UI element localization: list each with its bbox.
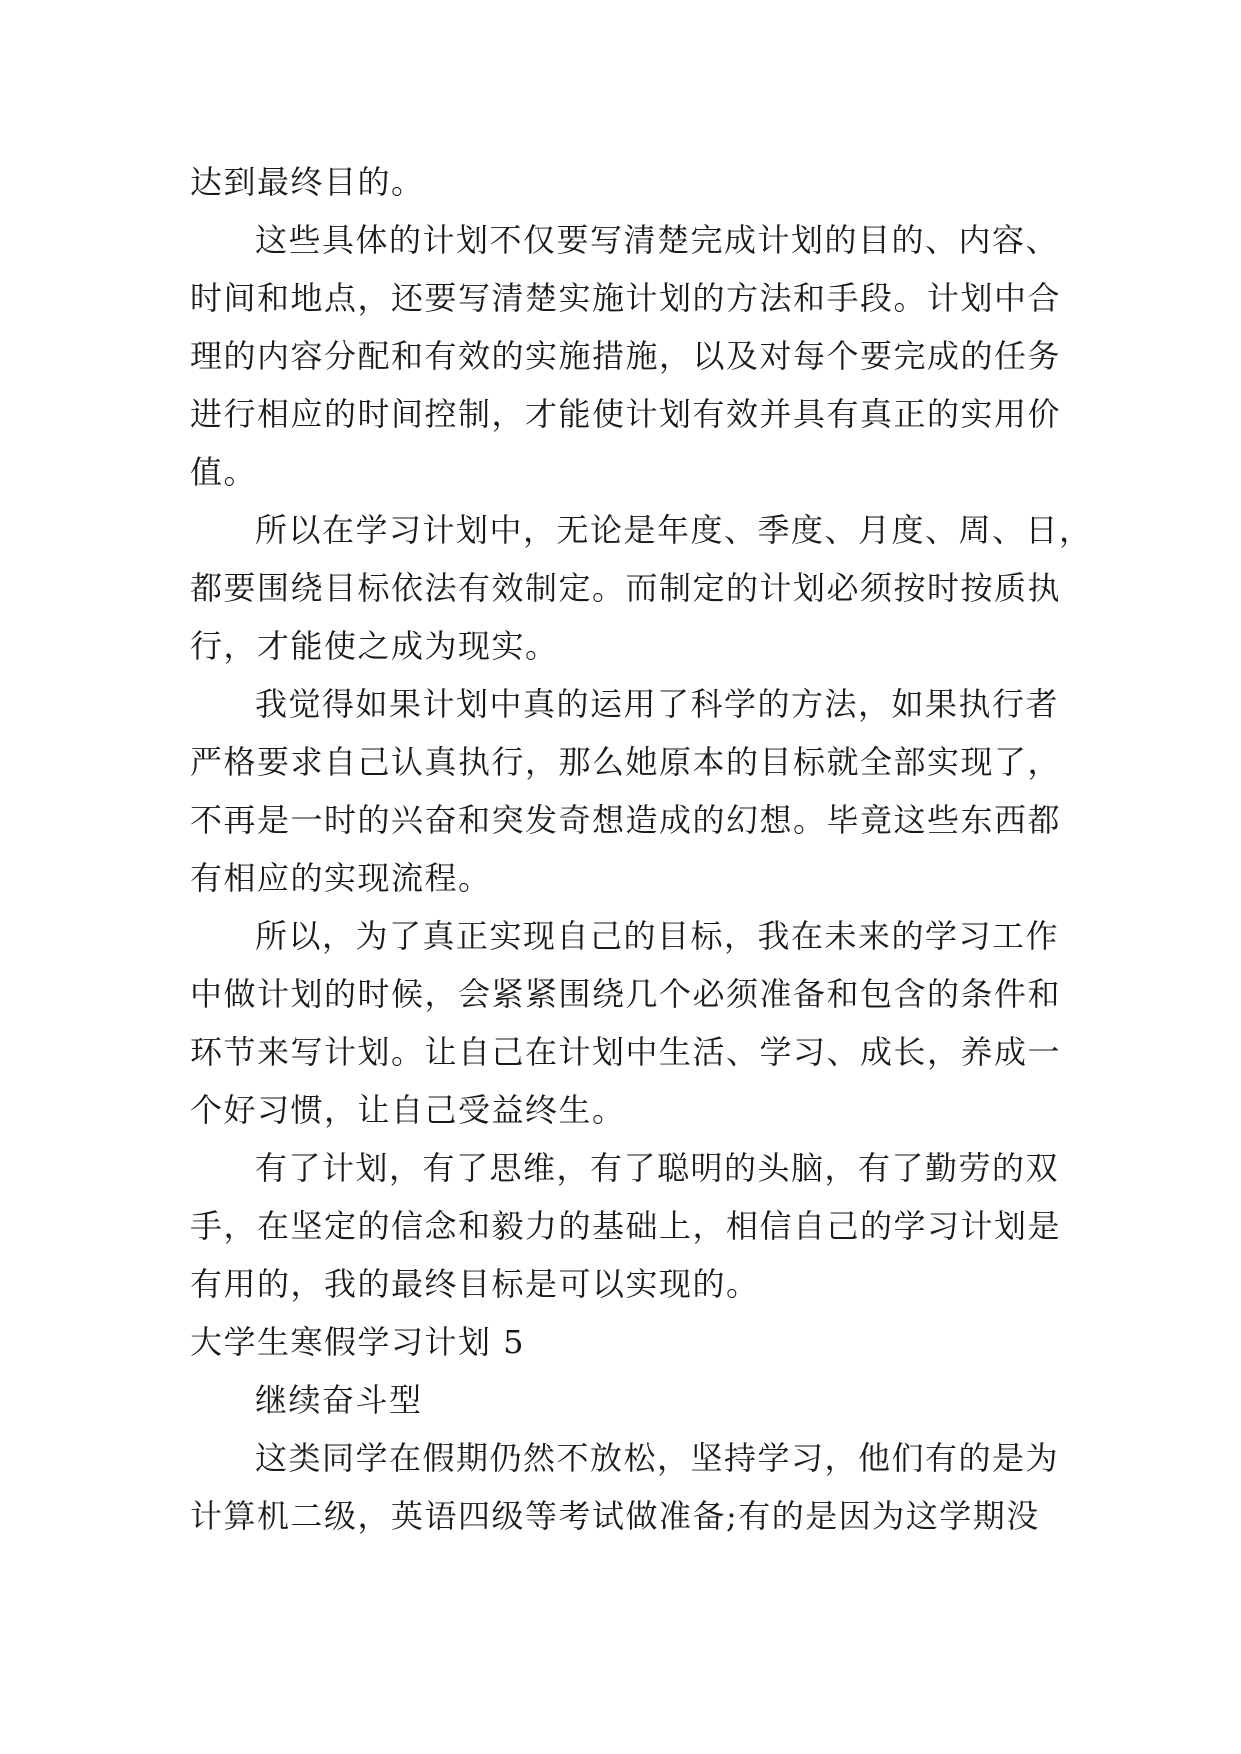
section-heading: 大学生寒假学习计划 5 bbox=[190, 1323, 526, 1361]
text-line: 都要围绕目标依法有效制定。而制定的计划必须按时按质执 bbox=[190, 569, 1062, 607]
text-line: 行，才能使之成为现实。 bbox=[190, 627, 559, 665]
text-line: 所以，为了真正实现自己的目标，我在未来的学习工作 bbox=[255, 917, 1060, 955]
text-line: 我觉得如果计划中真的运用了科学的方法，如果执行者 bbox=[255, 685, 1060, 723]
text-line: 个好习惯，让自己受益终生。 bbox=[190, 1091, 626, 1129]
text-line: 有了计划，有了思维，有了聪明的头脑，有了勤劳的双 bbox=[255, 1149, 1060, 1187]
text-line: 有相应的实现流程。 bbox=[190, 859, 492, 897]
text-line: 这些具体的计划不仅要写清楚完成计划的目的、内容、 bbox=[255, 221, 1060, 259]
text-line: 手，在坚定的信念和毅力的基础上，相信自己的学习计划是 bbox=[190, 1207, 1062, 1245]
text-line: 有用的，我的最终目标是可以实现的。 bbox=[190, 1265, 760, 1303]
subheading: 继续奋斗型 bbox=[255, 1381, 423, 1419]
text-line: 不再是一时的兴奋和突发奇想造成的幻想。毕竟这些东西都 bbox=[190, 801, 1062, 839]
text-line: 计算机二级，英语四级等考试做准备;有的是因为这学期没 bbox=[190, 1497, 1040, 1535]
text-line: 时间和地点，还要写清楚实施计划的方法和手段。计划中合 bbox=[190, 279, 1062, 317]
text-line: 所以在学习计划中，无论是年度、季度、月度、周、日， bbox=[255, 511, 1093, 549]
text-line: 中做计划的时候，会紧紧围绕几个必须准备和包含的条件和 bbox=[190, 975, 1062, 1013]
text-line: 严格要求自己认真执行，那么她原本的目标就全部实现了， bbox=[190, 743, 1062, 781]
text-line: 环节来写计划。让自己在计划中生活、学习、成长，养成一 bbox=[190, 1033, 1062, 1071]
text-line: 进行相应的时间控制，才能使计划有效并具有真正的实用价 bbox=[190, 395, 1062, 433]
text-line: 达到最终目的。 bbox=[190, 163, 425, 201]
text-line: 值。 bbox=[190, 453, 258, 491]
text-line: 这类同学在假期仍然不放松，坚持学习，他们有的是为 bbox=[255, 1439, 1060, 1477]
text-line: 理的内容分配和有效的实施措施，以及对每个要完成的任务 bbox=[190, 337, 1062, 375]
